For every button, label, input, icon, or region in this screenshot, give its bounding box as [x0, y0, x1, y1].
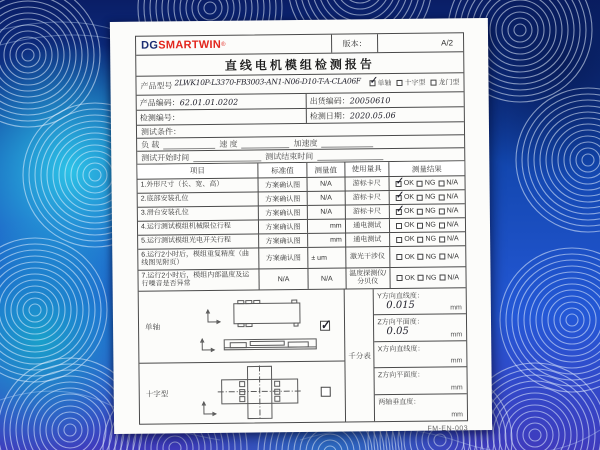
ok-checkbox [396, 222, 402, 228]
logo-dg-text: DG [141, 39, 159, 52]
standard-cell: 方案确认图 [259, 220, 308, 234]
type-option-cross [396, 78, 425, 88]
result-cell [390, 218, 465, 232]
single-axis-label: 单轴 [145, 322, 161, 332]
ship-code-cell [307, 92, 464, 108]
na-checkbox [439, 208, 445, 214]
module-side-view-drawing [194, 334, 324, 353]
result-cell [389, 190, 464, 204]
tool-cell: 激光干涉仪 [346, 247, 390, 267]
inspection-report-form [135, 32, 468, 424]
measured-cell: mm [308, 234, 346, 247]
cross-type-label: 十字型 [145, 388, 169, 399]
col-header-item: 项目 [137, 163, 258, 178]
col-header-tool: 使用量具 [345, 162, 389, 176]
result-na-label: N/A [446, 193, 459, 201]
inspect-date-label: 检测日期： [309, 110, 350, 121]
version-value: A/2 [441, 37, 454, 48]
measure-cell-perpendicularity [375, 394, 467, 421]
single-axis-diagram-row [139, 290, 345, 364]
single-axis-diagram-checkbox [319, 316, 332, 332]
load-blank-field [163, 139, 215, 149]
result-ng-label: NG [425, 274, 437, 282]
ok-checkbox [395, 204, 405, 215]
measure-label: 两轴垂直度： [378, 398, 421, 406]
item-cell: 3.滑台安装孔位 [138, 206, 259, 220]
ng-checkbox [417, 236, 423, 242]
result-ng-label: NG [425, 235, 437, 243]
result-ok-label: OK [403, 179, 414, 187]
product-code-value: 62.01.01.0202 [179, 97, 239, 107]
col-header-measured: 测量值 [307, 163, 345, 177]
standard-cell: 方案确认图 [259, 234, 308, 248]
result-ng-label: NG [425, 221, 436, 229]
handwritten-check-icon: ✓ [395, 190, 405, 201]
result-ok-label: OK [403, 193, 415, 201]
standard-cell: 方案确认图 [259, 248, 308, 269]
type-option-single-axis [368, 75, 392, 88]
item-cell: 1.外形尺寸（长、宽、高） [138, 178, 259, 192]
result-ng-label: NG [425, 207, 436, 215]
diagram-section [139, 288, 467, 423]
item-cell: 6.运行2小时后，模组重复精度（曲线图见附页） [138, 248, 259, 269]
cross-type-drawings [179, 365, 339, 421]
result-cell [390, 204, 465, 218]
page-title: 直线电机模组检测报告 [224, 56, 375, 73]
col-header-result: 测量结果 [411, 164, 442, 174]
type-option-gantry [430, 77, 459, 87]
module-type-options [369, 77, 459, 88]
load-label: 负 载 [141, 139, 160, 150]
result-na-label: N/A [447, 273, 460, 281]
ok-checkbox [397, 254, 403, 260]
gauge-tool-label: 千分表 [348, 350, 371, 361]
item-cell: 5.运行测试模组光电开关行程 [138, 234, 259, 248]
ship-code-label: 出货编码： [309, 95, 350, 106]
end-time-blank-field [317, 151, 383, 161]
na-checkbox [438, 180, 444, 186]
handwritten-check-icon: ✓ [395, 176, 405, 187]
accel-label: 加速度 [293, 138, 318, 148]
handwritten-check-icon: ✓ [319, 316, 332, 332]
tool-cell: 游标卡尺 [345, 177, 389, 190]
single-axis-checkbox [368, 75, 378, 87]
na-checkbox [439, 194, 445, 200]
result-ng-label: NG [425, 193, 436, 201]
measure-label: X方向直线度： [377, 345, 425, 354]
start-time-blank-field [193, 152, 261, 162]
cross-type-diagram-checkbox [321, 387, 331, 397]
measure-unit: mm [450, 331, 463, 339]
standard-cell: 方案确认图 [259, 192, 308, 206]
start-time-label: 测试开始时间 [141, 152, 190, 163]
result-na-label: N/A [446, 207, 459, 215]
company-logo [136, 35, 332, 55]
type-option-label: 十字型 [404, 79, 426, 87]
result-ok-label: OK [404, 253, 415, 261]
measure-unit: mm [450, 357, 463, 365]
accel-blank-field [322, 138, 374, 148]
item-cell: 2.底部安装孔位 [138, 192, 259, 206]
standard-cell: 方案确认图 [258, 178, 307, 192]
measure-label: Z方向平面度： [377, 319, 424, 327]
ship-code-value: 20050610 [349, 95, 391, 105]
form-number: FM-EN-003 [427, 425, 469, 433]
handwritten-check-icon: ✓ [395, 204, 405, 215]
measured-cell: N/A [308, 269, 346, 289]
gauge-tool-cell [345, 289, 376, 421]
ok-checkbox [395, 190, 405, 201]
na-checkbox [439, 222, 445, 228]
product-model-row [136, 73, 463, 95]
measure-label: Z方向平面度： [377, 371, 425, 380]
result-ok-label: OK [404, 235, 415, 243]
cross-checkbox [396, 80, 402, 86]
gantry-checkbox [430, 80, 436, 86]
standard-cell: N/A [259, 269, 308, 290]
measure-cell-x-straightness [375, 341, 467, 368]
ng-checkbox [418, 254, 424, 260]
tool-cell: 通电测试 [346, 219, 390, 232]
inspect-no-cell [137, 109, 307, 125]
ok-checkbox [397, 275, 403, 281]
result-cell [389, 176, 464, 190]
item-cell: 7.运行2小时后，模组内部温度及运行噪音是否异常 [138, 269, 259, 290]
item-cell: 4.运行测试模组机械限位行程 [138, 220, 259, 234]
col-header-standard: 标准值 [258, 163, 307, 178]
test-condition-label: 测试条件： [140, 126, 182, 137]
model-label: 产品型号 [140, 80, 173, 91]
speed-blank-field [242, 139, 290, 149]
diagram-left-panel [139, 290, 346, 424]
result-na-label: N/A [446, 221, 459, 229]
ok-checkbox [395, 176, 405, 187]
na-checkbox [439, 253, 445, 259]
ng-checkbox [417, 222, 423, 228]
measured-cell: ± um [308, 248, 346, 268]
measure-cell-z-flatness [374, 315, 466, 342]
measure-unit: mm [450, 304, 462, 312]
registered-trademark-icon: ® [221, 41, 226, 48]
end-time-label: 测试结束时间 [265, 151, 314, 161]
ng-checkbox [417, 208, 423, 214]
measure-cell-z-flatness-2 [375, 367, 467, 394]
single-axis-drawings [179, 298, 339, 354]
measure-unit: mm [450, 383, 463, 392]
na-checkbox [439, 274, 445, 280]
ng-checkbox [418, 275, 424, 281]
measured-cell: mm [308, 220, 346, 233]
ng-checkbox [417, 194, 423, 200]
result-ng-label: NG [424, 179, 436, 187]
measured-cell: N/A [308, 178, 346, 191]
result-cell [390, 267, 465, 288]
speed-label: 速 度 [219, 139, 238, 149]
product-code-cell [137, 94, 307, 110]
measure-handwritten-value: 0.05 [386, 326, 409, 338]
measurement-results-panel [374, 288, 467, 421]
ok-checkbox [396, 236, 402, 242]
module-top-view-drawing [199, 298, 317, 329]
measured-cell: N/A [308, 206, 346, 219]
measure-label: Y方向直线度： [377, 292, 424, 301]
measure-handwritten-value: 0.015 [386, 299, 415, 312]
result-na-label: N/A [446, 179, 459, 187]
standard-cell: 方案确认图 [259, 206, 308, 220]
result-na-label: N/A [447, 252, 459, 260]
result-cell [390, 246, 465, 267]
model-handwritten-value: 2LWK10P-L3370-FB3003-AN1-N06-D10-T-A-CLA06F [174, 76, 361, 88]
cross-type-diagram-row [139, 362, 345, 424]
result-cell [390, 232, 465, 246]
measured-cell: N/A [308, 192, 346, 205]
report-paper-sheet [110, 18, 492, 434]
tool-cell: 游标卡尺 [345, 205, 389, 218]
inspect-no-label: 检测编号： [139, 112, 180, 123]
result-ok-label: OK [404, 221, 415, 229]
tool-cell: 游标卡尺 [345, 191, 389, 204]
product-code-label: 产品编码： [139, 97, 180, 108]
cross-module-drawing [195, 365, 324, 420]
measure-unit: mm [451, 411, 464, 419]
result-ng-label: NG [425, 253, 437, 261]
inspect-date-cell [307, 107, 464, 123]
tool-cell: 通电测试 [346, 233, 390, 246]
na-checkbox [439, 236, 445, 242]
type-option-label: 龙门型 [438, 79, 460, 87]
measure-cell-y-straightness [374, 288, 466, 315]
result-ok-label: OK [404, 207, 415, 215]
ng-checkbox [417, 180, 423, 186]
type-option-label: 单轴 [377, 80, 392, 88]
inspect-date-value: 2020.05.06 [349, 110, 396, 120]
handwritten-check-icon: ✓ [368, 75, 378, 87]
version-label: 版本： [332, 34, 378, 52]
result-ok-label: OK [404, 274, 415, 282]
result-na-label: N/A [446, 235, 459, 243]
tool-cell: 温度探测仪/分贝仪 [346, 268, 390, 288]
logo-smartwin-text: SMARTWIN [158, 38, 222, 52]
